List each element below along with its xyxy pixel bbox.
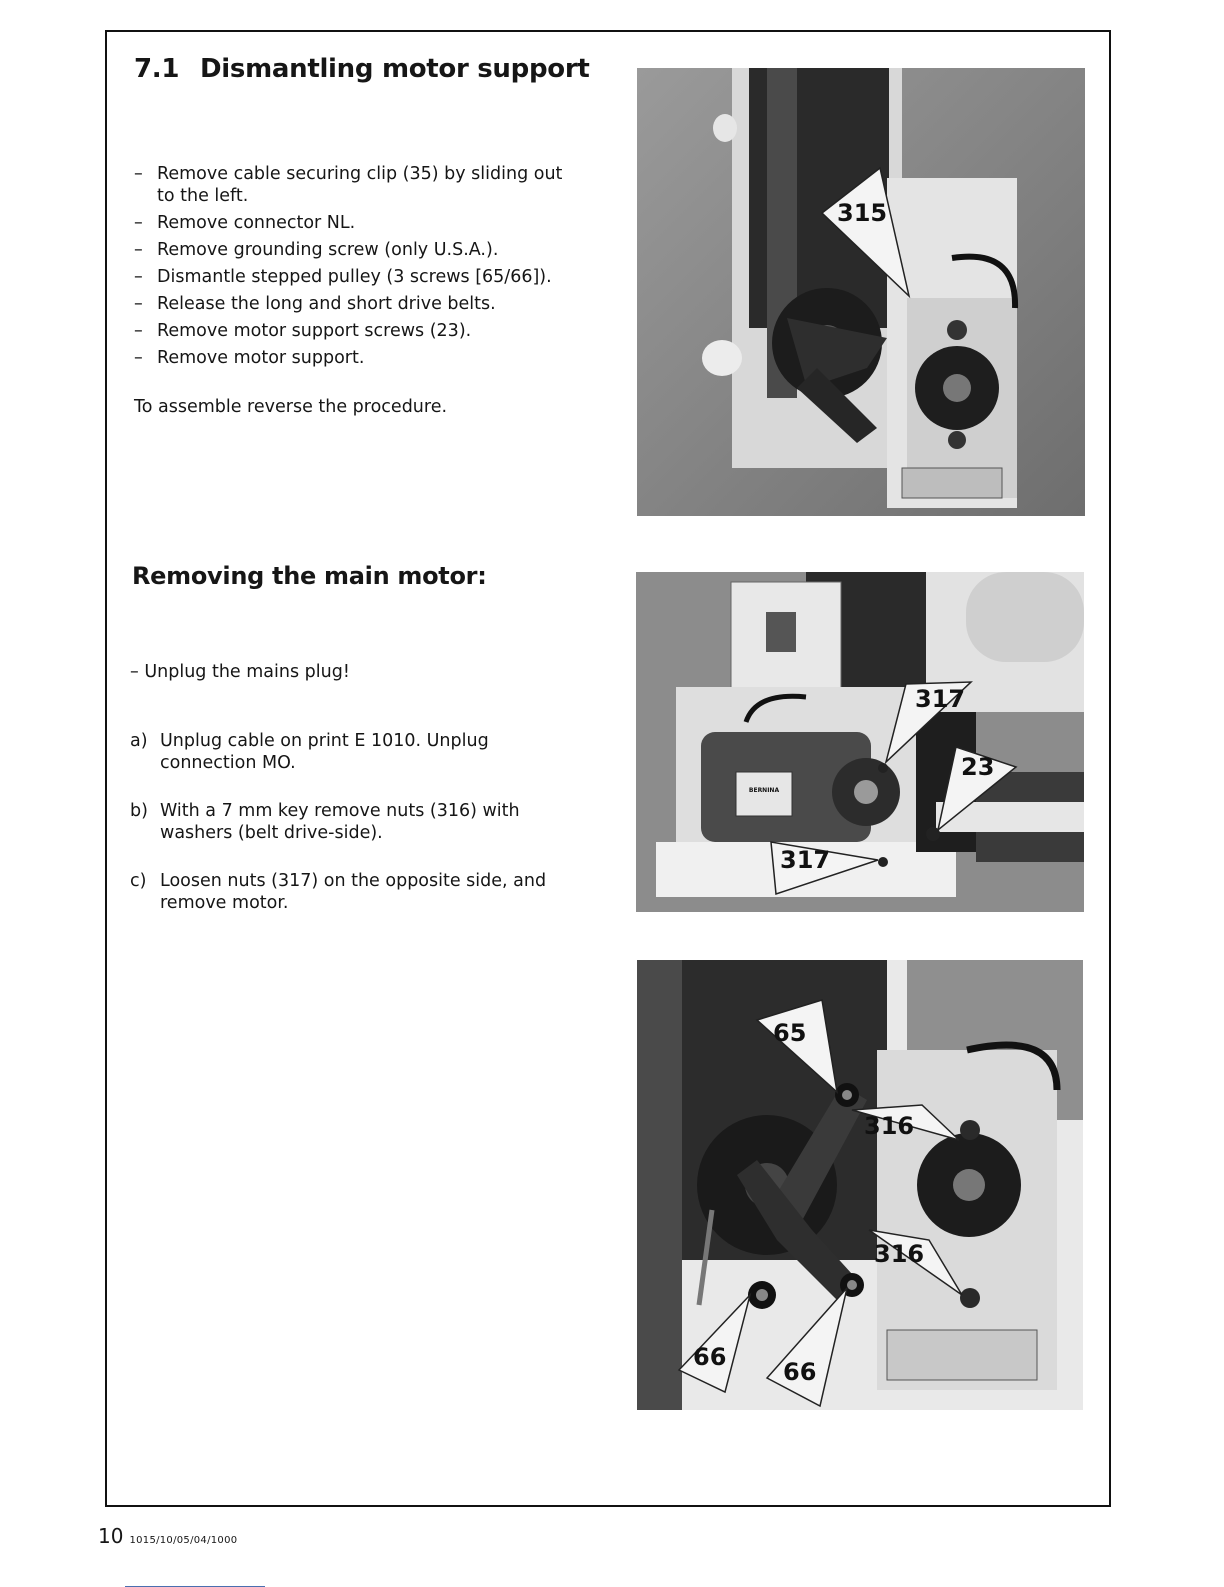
page-number: 10 <box>98 1524 124 1548</box>
list-item: – Remove grounding screw (only U.S.A.). <box>134 240 499 260</box>
list-item: b) With a 7 mm key remove nuts (316) with washers (belt drive-side). <box>130 801 520 843</box>
section-number: 7.1 <box>134 54 180 84</box>
page-footer <box>98 1524 237 1548</box>
callout-315: 315 <box>837 199 888 227</box>
list-item: – Remove motor support. <box>134 348 365 368</box>
callout-65: 65 <box>773 1019 807 1047</box>
list-item: a) Unplug cable on print E 1010. Unplug connection MO. <box>130 731 489 773</box>
callout-66-left: 66 <box>693 1343 727 1371</box>
motor-heading: Removing the main motor: <box>132 562 487 590</box>
section-title: Dismantling motor support <box>200 54 590 84</box>
callout-316-top: 316 <box>864 1112 915 1140</box>
photo-motor-support <box>637 68 1085 516</box>
list-item: – Remove motor support screws (23). <box>134 321 472 341</box>
dismantling-steps-list <box>134 163 584 374</box>
list-item: – Remove connector NL. <box>134 213 356 233</box>
list-item: c) Loosen nuts (317) on the opposite side, and remove motor. <box>130 871 547 913</box>
list-item: – Dismantle stepped pulley (3 screws [65/66]). <box>134 267 552 287</box>
callout-23: 23 <box>961 753 995 781</box>
motor-label: BERNINA <box>748 787 780 794</box>
document-code: 1015/10/05/04/1000 <box>129 1535 238 1546</box>
callout-317-top: 317 <box>915 685 966 713</box>
list-item: – Release the long and short drive belts. <box>134 294 496 314</box>
section-heading <box>134 54 589 84</box>
assembly-note: To assemble reverse the procedure. <box>134 397 448 417</box>
motor-steps-list <box>130 730 590 940</box>
photo-stepped-pulley <box>637 960 1083 1410</box>
list-item: – Remove cable securing clip (35) by sliding out to the left. <box>134 164 563 206</box>
photo-main-motor <box>636 572 1084 912</box>
callout-317-bottom: 317 <box>780 846 831 874</box>
callout-66-right: 66 <box>783 1358 817 1386</box>
callout-316-bottom: 316 <box>874 1240 925 1268</box>
unplug-warning: – Unplug the mains plug! <box>130 662 350 682</box>
